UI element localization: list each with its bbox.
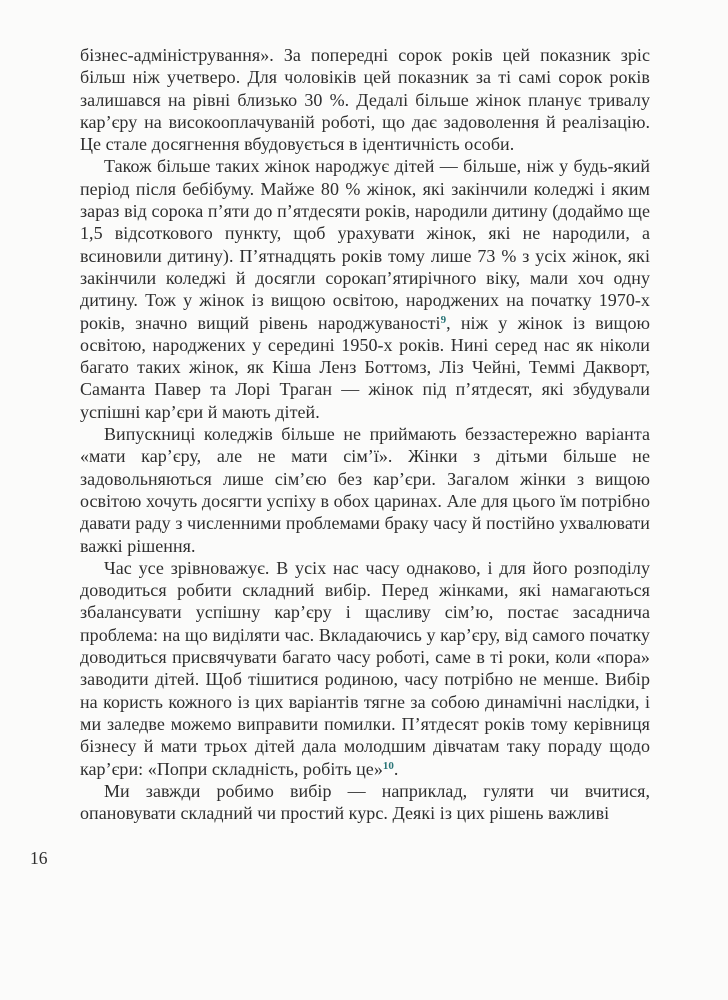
paragraph-4-text-before-footnote: Час усе зрівноважує. В усіх нас часу однаково, і для його розподілу доводиться робити складний вибір. Перед жінками, які намагаються збалансувати успішну кар’єру і щасливу сім’ю, постає засаднича проблема: на що виділяти час. Вкладаючись у кар’єру, від самого початку доводиться присвячувати багато часу роботі, саме в ті роки, коли «пора» заводити дітей. Щоб тішитися родиною, часу потрібно не менше. Вибір на користь кожного із цих варіантів тягне за собою динамічні наслідки, і ми заледве можемо виправити помилки. П’ятдесят років тому керівниця бізнесу й мати трьох дітей дала молодшим дівчатам таку пораду щодо кар’єри: «Попри складність, робіть це» [80,557,650,779]
paragraph-2-text-before-footnote: Також більше таких жінок народжує дітей — більше, ніж у будь-який період після бебібуму. Майже 80 % жінок, які закінчили коледжі і яким зараз від сорока п’яти до п’ятдесяти років, народили дитину (додаймо ще 1,5 відсоткового пункту, щоб урахувати жінок, які не народили, а всиновили дитину). П’ятнадцять років тому лише 73 % з усіх жінок, які закінчили коледжі й досягли сорокап’ятирічного віку, мали хоч одну дитину. Тож у жінок із вищою освітою, народжених на початку 1970-х років, значно вищий рівень народжуваності [80,156,650,333]
page-number: 16 [30,848,48,868]
paragraph-1 [80,44,650,155]
footnote-ref-9: 9 [440,313,447,326]
paragraph-5 [80,780,650,825]
paragraph-1-text: бізнес-адміністрування». За попередні сорок років цей показник зріс більш ніж учетверо. Для чоловіків цей показник за ті самі сорок років залишався на рівні близько 30 %. Дедалі більше жінок планує тривалу кар’єру на високооплачуваній роботі, що дає задоволення й реалізацію. Це стале досягнення вбудовується в ідентичність особи. [80,45,650,155]
paragraph-5-text: Ми завжди робимо вибір — наприклад, гуляти чи вчитися, опановувати складний чи простий курс. Деякі із цих рішень важливі [80,780,650,824]
paragraph-3-text: Випускниці коледжів більше не приймають беззастережно варіанта «мати кар’єру, але не мати сім’ї». Жінки з дітьми більше не задовольняються лише сім’єю без кар’єри. Загалом жінки з вищою освітою хочуть досягти успіху в обох царинах. Але для цього їм потрібно давати раду з численними проблемами браку часу й постійно ухвалювати важкі рішення. [80,424,650,556]
paragraph-3 [80,423,650,557]
paragraph-4-text-after-footnote: . [393,758,399,779]
paragraph-2-text-after-footnote: , ніж у жінок із вищою освітою, народжених у середині 1950-х років. Нині серед нас як ніколи багато таких жінок, як Кіша Ленз Боттомз, Ліз Чейні, Теммі Дакворт, Саманта Павер та Лорі Траган — жінок під п’ятдесят, які збудували успішні кар’єри й мають дітей. [80,312,650,422]
footnote-ref-10: 10 [382,759,394,772]
body-text [80,44,650,824]
paragraph-4 [80,557,650,780]
paragraph-2 [80,155,650,423]
